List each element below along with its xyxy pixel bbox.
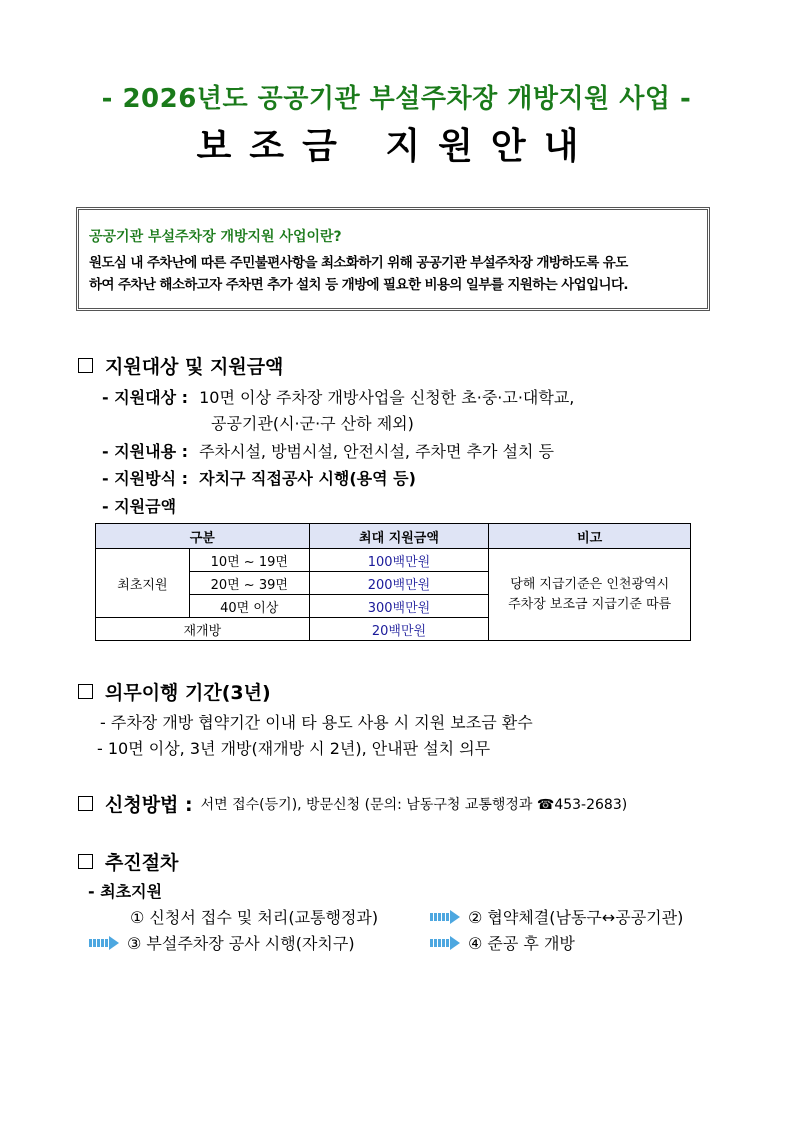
checkbox-icon <box>78 854 93 869</box>
procedure-step-3-row <box>89 931 355 954</box>
table-reopen-amount: 20백만원 <box>309 618 489 641</box>
section-application-heading <box>78 790 627 817</box>
procedure-step-3: ③ 부설주차장 공사 시행(자치구) <box>127 934 355 953</box>
intro-question: 공공기관 부설주차장 개방지원 사업이란? <box>89 229 342 245</box>
content-text: 주차시설, 방범시설, 안전시설, 주차면 추가 설치 등 <box>199 442 555 461</box>
checkbox-icon <box>78 796 93 811</box>
intro-answer-line1: 원도심 내 주차난에 따른 주민불편사항을 최소화하기 위해 공공기관 부설주차장 개방하도록 유도 <box>89 255 628 271</box>
table-range-cell: 20면 ~ 39면 <box>189 572 309 595</box>
procedure-step-1: ① 신청서 접수 및 처리(교통행정과) <box>130 908 379 927</box>
support-amount-table <box>95 523 691 641</box>
method-label: - 지원방식 : <box>102 469 189 488</box>
checkbox-icon <box>78 358 93 373</box>
table-range-cell: 40면 이상 <box>189 595 309 618</box>
target-label: - 지원대상 : <box>102 388 189 407</box>
intro-box <box>76 207 710 311</box>
application-text: 서면 접수(등기), 방문신청 (문의: 남동구청 교통행정과 ☎453-2683) <box>200 796 628 813</box>
table-amount-cell: 300백만원 <box>309 595 489 618</box>
table-note-cell <box>489 549 691 641</box>
procedure-step-4: ④ 준공 후 개방 <box>468 934 575 953</box>
table-header-amount: 최대 지원금액 <box>309 524 489 549</box>
page-subtitle: 보조금 지원안내 <box>196 126 597 167</box>
procedure-step-2-row <box>430 905 683 928</box>
content-row <box>102 439 554 462</box>
table-row <box>96 549 691 572</box>
table-amount-cell: 200백만원 <box>309 572 489 595</box>
procedure-sub-label: - 최초지원 <box>88 882 163 901</box>
content-label: - 지원내용 : <box>102 442 189 461</box>
target-text-1: 10면 이상 주차장 개방사업을 신청한 초·중·고·대학교, <box>199 388 575 407</box>
arrow-right-icon <box>430 936 460 950</box>
section-heading-text: 추진절차 <box>105 852 179 874</box>
arrow-right-icon <box>430 910 460 924</box>
table-header-note: 비고 <box>489 524 691 549</box>
section-heading-text: 의무이행 기간(3년) <box>105 682 271 704</box>
table-note-line2: 주차장 보조금 지급기준 따름 <box>508 596 672 612</box>
obligation-item-2: - 10면 이상, 3년 개방(재개방 시 2년), 안내판 설치 의무 <box>97 739 491 758</box>
obligation-item-1: - 주차장 개방 협약기간 이내 타 용도 사용 시 지원 보조금 환수 <box>100 713 533 732</box>
table-header-row <box>96 524 691 549</box>
section-heading-text: 지원대상 및 지원금액 <box>105 356 284 378</box>
amount-label: - 지원금액 <box>102 497 177 516</box>
intro-answer-line2: 하여 주차난 해소하고자 주차면 추가 설치 등 개방에 필요한 비용의 일부를 지원하는 사업입니다. <box>89 277 628 293</box>
section-support-target-heading <box>78 352 283 379</box>
table-group-label: 최초지원 <box>96 549 190 618</box>
table-reopen-label: 재개방 <box>96 618 310 641</box>
section-procedure-heading <box>78 848 178 875</box>
table-header-category: 구분 <box>96 524 310 549</box>
procedure-step-4-row <box>430 931 575 954</box>
target-row <box>102 385 574 408</box>
method-text: 자치구 직접공사 시행(용역 등) <box>199 469 416 488</box>
target-text-2: 공공기관(시·군·구 산하 제외) <box>211 414 414 433</box>
method-row <box>102 466 416 489</box>
section-heading-text: 신청방법 : <box>105 794 193 816</box>
table-range-cell: 10면 ~ 19면 <box>189 549 309 572</box>
section-obligation-heading <box>78 678 271 705</box>
table-note-line1: 당해 지급기준은 인천광역시 <box>510 576 670 592</box>
arrow-right-icon <box>89 936 119 950</box>
page-title: - 2026년도 공공기관 부설주차장 개방지원 사업 - <box>101 84 692 114</box>
table-amount-cell: 100백만원 <box>309 549 489 572</box>
procedure-step-2: ② 협약체결(남동구↔공공기관) <box>468 908 684 927</box>
checkbox-icon <box>78 684 93 699</box>
